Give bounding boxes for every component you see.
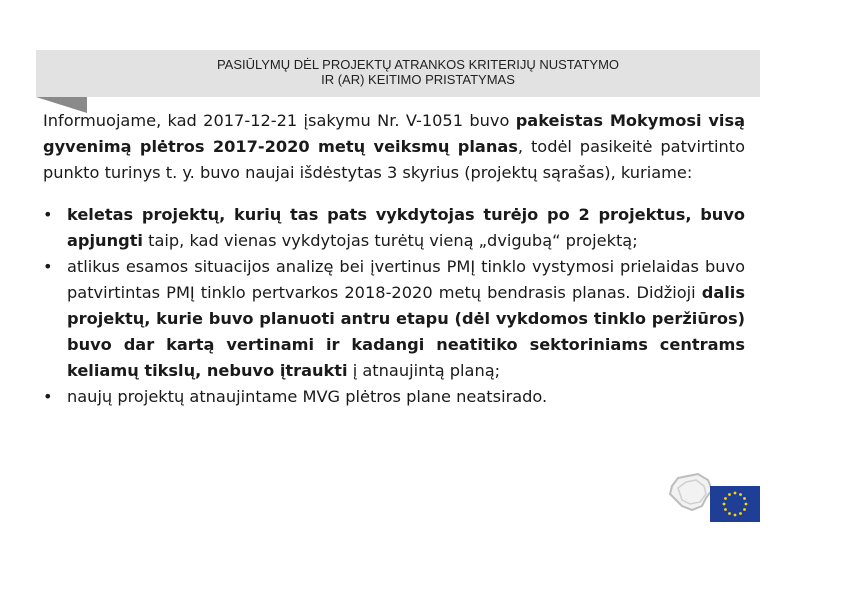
eu-star: [739, 512, 742, 515]
eu-star: [745, 503, 748, 506]
bullet-2-text-1: atlikus esamos situacijos analizę bei įvertinus PMĮ tinklo vystymosi prielaidas buvo patvirtintas PMĮ tinklo pertvarkos 2018-2020 metų bendrasis planas. Didžioji: [67, 257, 745, 302]
eu-star: [723, 503, 726, 506]
intro-text-2: , todėl pasikeitė patvirtinto punkto turinys t. y. buvo naujai išdėstytas 3 skyrius (projektų sąrašas), kuriame:: [43, 137, 745, 182]
eu-flag-icon: [710, 486, 760, 522]
lithuania-map-logo-icon: [668, 472, 714, 512]
slide-title-line-1: PASIŪLYMŲ DĖL PROJEKTŲ ATRANKOS KRITERIJŲ NUSTATYMO: [216, 57, 620, 72]
list-item: [43, 254, 745, 384]
eu-star: [734, 492, 737, 495]
intro-bold-text: pakeistas Mokymosi visą gyvenimą plėtros 2017-2020 metų veiksmų planas: [43, 111, 746, 156]
eu-star: [743, 497, 746, 500]
bullet-1-text: taip, kad vienas vykdytojas turėtų vieną „dvigubą“ projektą;: [142, 231, 638, 250]
slide-title-banner: [36, 50, 760, 97]
eu-star: [734, 514, 737, 517]
bullet-list: [43, 202, 745, 410]
eu-star: [724, 497, 727, 500]
eu-star: [739, 493, 742, 496]
intro-text-1: Informuojame, kad 2017-12-21 įsakymu Nr. V-1051 buvo: [43, 111, 516, 130]
list-item: [43, 384, 745, 410]
slide-body: [43, 108, 745, 410]
slide-title-line-2: IR (AR) KEITIMO PRISTATYMAS: [321, 72, 515, 87]
bullet-2-bold: dalis projektų, kurie buvo planuoti antru etapu (dėl vykdomos tinklo peržiūros) buvo dar kartą vertinami ir kadangi neatitiko sektoriniams centrams keliamų tikslų, nebuvo įtraukti: [67, 283, 745, 380]
bullet-3-text: naujų projektų atnaujintame MVG plėtros plane neatsirado.: [67, 387, 548, 406]
list-item: [43, 202, 745, 254]
eu-star: [743, 508, 746, 511]
bullet-1-bold: keletas projektų, kurių tas pats vykdytojas turėjo po 2 projektus, buvo apjungti: [67, 205, 745, 250]
eu-star: [724, 508, 727, 511]
bullet-2-text-2: į atnaujintą planą;: [347, 361, 501, 380]
eu-star: [728, 493, 731, 496]
eu-star: [728, 512, 731, 515]
intro-paragraph: [43, 108, 745, 186]
eu-stars-icon: [710, 486, 760, 522]
